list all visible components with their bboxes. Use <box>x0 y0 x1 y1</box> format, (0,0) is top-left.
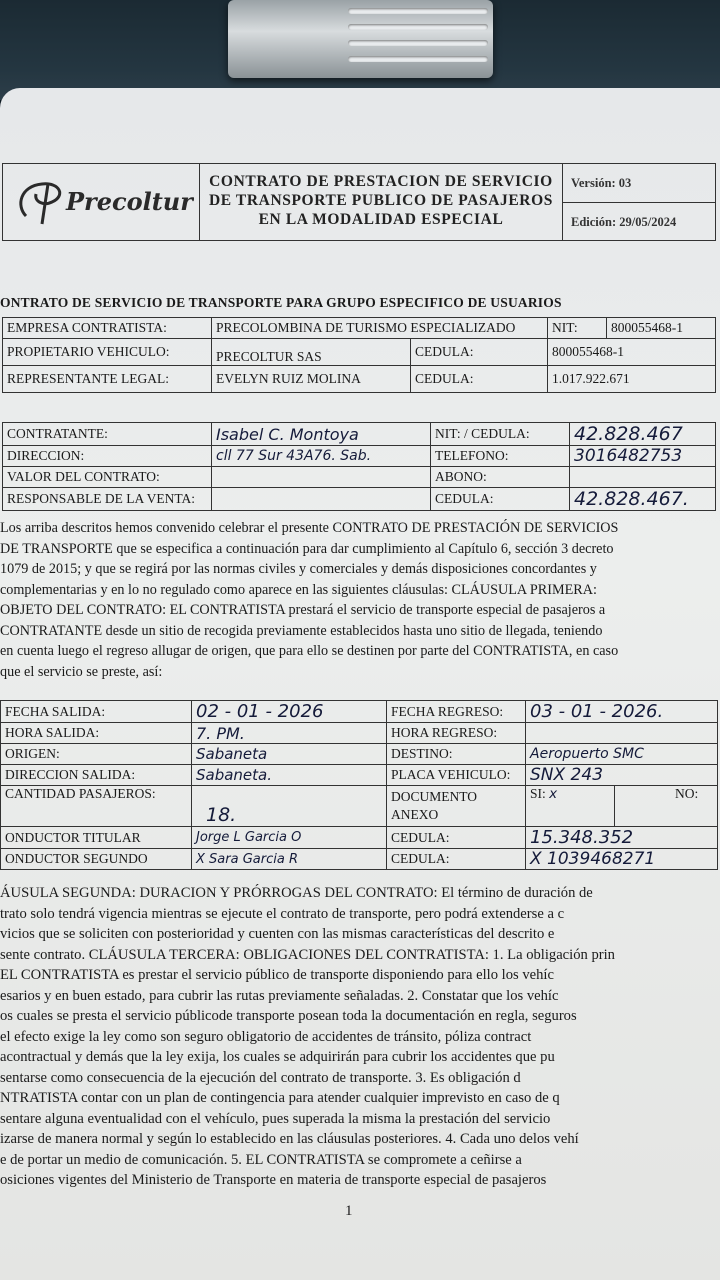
propietario-label: PROPIETARIO VEHICULO: <box>3 339 212 366</box>
nit-cedula-value: 42.828.467 <box>570 423 716 446</box>
clause-line: acontractual y demás que la ley exija, los cuales se adquirirán para cubrir los accidentes que pu <box>0 1049 555 1065</box>
clip-slot <box>348 8 488 14</box>
conductor-segundo-value: X Sara Garcia R <box>192 849 387 870</box>
direccion-value: cll 77 Sur 43A76. Sab. <box>212 446 431 467</box>
representante-label: REPRESENTANTE LEGAL: <box>3 366 212 393</box>
responsable-value <box>212 488 431 511</box>
abono-label: ABONO: <box>431 467 570 488</box>
clause-line: EL CONTRATISTA es prestar el servicio público de transporte disponiendo para ello los vehíc <box>0 967 554 983</box>
segundo-cedula-value: X 1039468271 <box>526 849 718 870</box>
si-label: SI: <box>530 786 546 801</box>
conductor-segundo-label: ONDUCTOR SEGUNDO <box>1 849 192 870</box>
intro-line: DE TRANSPORTE que se especifica a continuación para dar cumplimiento al Capítulo 6, sección 3 decreto <box>0 540 614 557</box>
responsable-cedula-value: 42.828.467. <box>570 488 716 511</box>
title-line: CONTRATO DE PRESTACION DE SERVICIO <box>209 173 553 190</box>
clip-slot <box>348 56 488 62</box>
document-meta <box>563 164 715 240</box>
hora-salida-value: 7. PM. <box>192 723 387 744</box>
intro-line: complementarias y en lo no regulado como aparece en las siguientes cláusulas: CLÁUSULA PRIMERA: <box>0 581 597 598</box>
client-table <box>2 422 716 511</box>
responsable-cedula-label: CEDULA: <box>431 488 570 511</box>
placa-value: SNX 243 <box>526 765 718 786</box>
propietario-cedula-value: 800055468-1 <box>548 339 716 366</box>
nit-label: NIT: <box>548 318 607 339</box>
intro-line: que el servicio se preste, así: <box>0 663 163 680</box>
contratante-value: Isabel C. Montoya <box>212 423 431 446</box>
fecha-regreso-label: FECHA REGRESO: <box>387 701 526 723</box>
origen-label: ORIGEN: <box>1 744 192 765</box>
documento-label: DOCUMENTO <box>391 789 478 804</box>
hora-regreso-label: HORA REGRESO: <box>387 723 526 744</box>
intro-paragraph <box>0 518 720 682</box>
segundo-cedula-label: CEDULA: <box>387 849 526 870</box>
nit-cedula-label: NIT: / CEDULA: <box>431 423 570 446</box>
valor-value <box>212 467 431 488</box>
representante-cedula-label: CEDULA: <box>411 366 548 393</box>
clause-line: el efecto exige la ley como son seguro obligatorio de accidentes de tránsito, póliza contract <box>0 1028 532 1045</box>
clause-line: ÁUSULA SEGUNDA: DURACION Y PRÓRROGAS DEL CONTRATO: El término de duración de <box>0 885 593 901</box>
cantidad-label: CANTIDAD PASAJEROS: <box>1 786 192 827</box>
destino-label: DESTINO: <box>387 744 526 765</box>
clause-line: vicios que se soliciten con posterioridad y cuenten con las mismas características del descrito e <box>0 926 555 942</box>
nit-value: 800055468-1 <box>607 318 716 339</box>
propietario-cedula-label: CEDULA: <box>411 339 548 366</box>
contratista-value: PRECOLOMBINA DE TURISMO ESPECIALIZADO <box>212 318 548 339</box>
clause-line: izarse de manera normal y según lo establecido en las cláusulas posteriores. 4. Cada uno delos vehí <box>0 1131 579 1147</box>
fecha-salida-value: 02 - 01 - 2026 <box>192 701 387 723</box>
edition-label: Edición: 29/05/2024 <box>571 215 677 229</box>
titular-cedula-value: 15.348.352 <box>526 827 718 849</box>
direccion-label: DIRECCION: <box>3 446 212 467</box>
intro-line: CONTRATANTE desde un sitio de recogida previamente establecidos hasta uno sitio de llegada, teniendo <box>0 622 603 639</box>
clipboard-clip <box>228 0 493 78</box>
clause-line: e de portar un medio de comunicación. 5. EL CONTRATISTA se compromete a ceñirse a <box>0 1151 522 1168</box>
contratante-label: CONTRATANTE: <box>3 423 212 446</box>
intro-line: 1079 de 2015; y que se regirá por las normas civiles y comerciales y demás disposiciones concordantes y <box>0 561 597 577</box>
contratista-label: EMPRESA CONTRATISTA: <box>3 318 212 339</box>
title-line: EN LA MODALIDAD ESPECIAL <box>258 211 504 228</box>
telefono-value: 3016482753 <box>570 446 716 467</box>
document-header <box>2 163 716 241</box>
telefono-label: TELEFONO: <box>431 446 570 467</box>
intro-line: OBJETO DEL CONTRATO: EL CONTRATISTA prestará el servicio de transporte especial de pasajeros a <box>0 602 606 618</box>
intro-line: Los arriba descritos hemos convenido celebrar el presente CONTRATO DE PRESTACIÓN DE SERVICIOS <box>0 520 619 536</box>
title-line: DE TRANSPORTE PUBLICO DE PASAJEROS <box>209 192 553 209</box>
abono-value <box>570 467 716 488</box>
si-cell <box>526 786 615 827</box>
si-mark: x <box>549 786 558 802</box>
logo-wordmark: Precoltur <box>66 187 193 216</box>
responsable-label: RESPONSABLE DE LA VENTA: <box>3 488 212 511</box>
company-table <box>2 317 716 393</box>
clause-line: osiciones vigentes del Ministerio de Transporte en materia de transporte especial de pasajeros <box>0 1172 547 1188</box>
clause-line: sentare alguna eventualidad con el vehículo, pues superada la misma la prestación del servicio <box>0 1110 551 1127</box>
hora-regreso-value <box>526 723 718 744</box>
representante-cedula-value: 1.017.922.671 <box>548 366 716 393</box>
clause-line: sente contrato. CLÁUSULA TERCERA: OBLIGACIONES DEL CONTRATISTA: 1. La obligación prin <box>0 946 615 963</box>
intro-line: en cuenta luego el regreso allugar de origen, que para ello se destinen por parte del CONTRATISTA, en caso <box>0 643 619 659</box>
representante-value: EVELYN RUIZ MOLINA <box>212 366 411 393</box>
section-title: ONTRATO DE SERVICIO DE TRANSPORTE PARA GRUPO ESPECIFICO DE USUARIOS <box>0 295 562 310</box>
anexo-label: ANEXO <box>391 807 439 822</box>
clauses-paragraph <box>0 883 720 1191</box>
no-label: NO: <box>615 786 718 827</box>
direccion-salida-label: DIRECCION SALIDA: <box>1 765 192 786</box>
origen-value: Sabaneta <box>192 744 387 765</box>
placa-label: PLACA VEHICULO: <box>387 765 526 786</box>
page-number: 1 <box>345 1203 353 1219</box>
precoltur-logo-icon <box>8 172 194 232</box>
document-title <box>200 164 563 240</box>
contract-page <box>0 88 720 1280</box>
propietario-value: PRECOLTUR SAS <box>212 339 411 366</box>
clip-slot <box>348 24 488 30</box>
company-logo <box>3 164 200 240</box>
fecha-salida-label: FECHA SALIDA: <box>1 701 192 723</box>
titular-cedula-label: CEDULA: <box>387 827 526 849</box>
fecha-regreso-value: 03 - 01 - 2026. <box>526 701 718 723</box>
direccion-salida-value: Sabaneta. <box>192 765 387 786</box>
clause-line: sentarse como consecuencia de la ejecución del contrato de transporte. 3. Es obligación d <box>0 1069 521 1086</box>
clause-line: esarios y en buen estado, para cubrir las rutas previamente señaladas. 2. Constatar que los vehíc <box>0 987 559 1004</box>
clause-line: trato solo tendrá vigencia mientras se ejecute el contrato de transporte, pero podrá extenderse a c <box>0 905 565 922</box>
conductor-titular-value: Jorge L Garcia O <box>192 827 387 849</box>
clause-line: os cuales se presta el servicio públicode transporte posean toda la documentación en regla, seguros <box>0 1008 577 1024</box>
hora-salida-label: HORA SALIDA: <box>1 723 192 744</box>
documento-anexo <box>387 786 526 827</box>
version-label: Versión: 03 <box>563 164 715 203</box>
clip-slot <box>348 40 488 46</box>
clause-line: NTRATISTA contar con un plan de contingencia para atender cualquier imprevisto en caso de q <box>0 1090 560 1106</box>
valor-label: VALOR DEL CONTRATO: <box>3 467 212 488</box>
destino-value: Aeropuerto SMC <box>526 744 718 765</box>
cantidad-value: 18. <box>192 786 387 827</box>
trip-table <box>0 700 718 870</box>
conductor-titular-label: ONDUCTOR TITULAR <box>1 827 192 849</box>
